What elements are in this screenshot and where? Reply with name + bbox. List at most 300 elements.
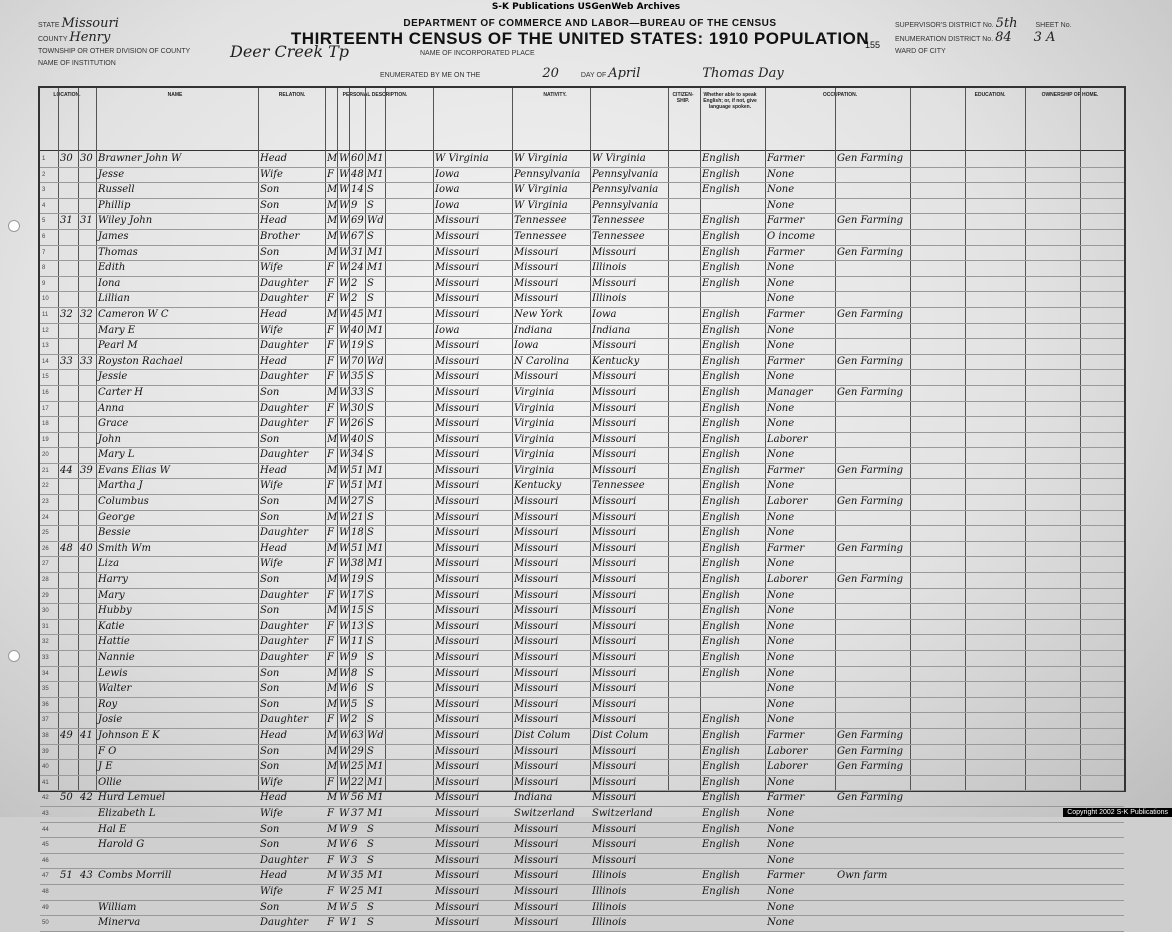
line-number: 37 xyxy=(42,717,49,724)
table-row xyxy=(40,542,1124,558)
marital-status: S xyxy=(367,340,374,352)
mother-birthplace: Missouri xyxy=(592,698,637,710)
occupation: None xyxy=(767,418,795,430)
occupation: Farmer xyxy=(767,870,805,882)
birthplace: Missouri xyxy=(435,792,480,804)
marital-status: Wd xyxy=(367,355,384,367)
table-row xyxy=(40,573,1124,589)
age: 35 xyxy=(351,870,364,882)
relation: Head xyxy=(260,153,288,164)
relation: Head xyxy=(260,215,288,227)
table-row xyxy=(40,854,1124,870)
marital-status: M1 xyxy=(367,870,384,882)
dwelling-number: 30 xyxy=(60,153,73,164)
top-banner: S-K Publications USGenWeb Archives xyxy=(491,2,681,12)
language: English xyxy=(702,246,741,258)
person-name: Minerva xyxy=(98,917,141,929)
marital-status: S xyxy=(367,418,374,430)
sex: M xyxy=(327,230,338,242)
mother-birthplace: Illinois xyxy=(592,885,627,897)
person-name: Hattie xyxy=(98,636,130,648)
copyright-notice: Copyright 2002 S-K Publications xyxy=(1063,808,1172,817)
industry: Gen Farming xyxy=(837,792,904,804)
age: 69 xyxy=(351,215,364,227)
line-number: 15 xyxy=(42,374,49,381)
race: W xyxy=(339,729,350,741)
page-stamp: 155 xyxy=(865,40,881,50)
mother-birthplace: Pennsylvania xyxy=(592,184,659,196)
age: 26 xyxy=(351,418,364,430)
mother-birthplace: Missouri xyxy=(592,839,637,851)
occupation: None xyxy=(767,199,795,211)
marital-status: S xyxy=(367,683,374,695)
table-row xyxy=(40,729,1124,745)
mother-birthplace: Missouri xyxy=(592,464,637,476)
occupation: None xyxy=(767,168,795,180)
father-birthplace: Missouri xyxy=(514,527,559,539)
race: W xyxy=(339,153,350,164)
birthplace: Missouri xyxy=(435,574,480,586)
person-name: Edith xyxy=(98,262,126,274)
race: W xyxy=(339,558,350,570)
marital-status: S xyxy=(367,277,374,289)
industry: Gen Farming xyxy=(837,542,904,554)
family-number: 41 xyxy=(80,729,93,741)
month-value: April xyxy=(608,66,641,81)
table-row xyxy=(40,791,1124,807)
person-name: Mary L xyxy=(98,449,135,461)
enum-district-value: 84 xyxy=(995,30,1012,45)
family-number: 31 xyxy=(80,215,93,227)
race: W xyxy=(339,496,350,508)
mother-birthplace: Missouri xyxy=(592,386,637,398)
occupation: None xyxy=(767,589,795,601)
mother-birthplace: Illinois xyxy=(592,262,627,274)
table-row xyxy=(40,402,1124,418)
mother-birthplace: Missouri xyxy=(592,714,637,726)
relation: Son xyxy=(260,761,280,773)
occupation: Farmer xyxy=(767,355,805,367)
relation: Son xyxy=(260,386,280,398)
table-row xyxy=(40,214,1124,230)
age: 2 xyxy=(351,714,358,726)
census-rows xyxy=(40,152,1124,932)
age: 18 xyxy=(351,527,364,539)
industry: Gen Farming xyxy=(837,745,904,757)
industry: Gen Farming xyxy=(837,761,904,773)
mother-birthplace: Missouri xyxy=(592,745,637,757)
marital-status: S xyxy=(367,527,374,539)
language: English xyxy=(702,184,741,196)
col-personal: PERSONAL DESCRIPTION. xyxy=(342,92,408,98)
sex: M xyxy=(327,386,338,398)
age: 5 xyxy=(351,698,358,710)
age: 9 xyxy=(351,823,358,835)
line-number: 20 xyxy=(42,452,49,459)
mother-birthplace: Tennessee xyxy=(592,480,645,492)
relation: Head xyxy=(260,870,288,882)
line-number: 48 xyxy=(42,888,49,895)
relation: Daughter xyxy=(260,449,308,461)
relation: Head xyxy=(260,542,288,554)
race: W xyxy=(339,355,350,367)
father-birthplace: Missouri xyxy=(514,667,559,679)
person-name: Martha J xyxy=(98,480,143,492)
person-name: Harold G xyxy=(98,839,145,851)
line-number: 16 xyxy=(42,389,49,396)
line-number: 10 xyxy=(42,296,49,303)
sex: F xyxy=(327,277,334,289)
sex: M xyxy=(327,761,338,773)
person-name: Combs Morrill xyxy=(98,870,172,882)
father-birthplace: Indiana xyxy=(514,792,553,804)
occupation: None xyxy=(767,558,795,570)
col-relation: RELATION. xyxy=(278,92,306,98)
father-birthplace: Missouri xyxy=(514,917,559,929)
marital-status: M1 xyxy=(367,885,384,897)
enum-district-label: ENUMERATION DISTRICT No. xyxy=(895,36,994,43)
occupation: Laborer xyxy=(767,745,808,757)
dwelling-number: 31 xyxy=(60,215,73,227)
sex: F xyxy=(327,776,334,788)
birthplace: Missouri xyxy=(435,776,480,788)
occupation: Farmer xyxy=(767,215,805,227)
table-row xyxy=(40,246,1124,262)
marital-status: S xyxy=(367,199,374,211)
father-birthplace: Virginia xyxy=(514,433,555,445)
language: English xyxy=(702,402,741,414)
relation: Son xyxy=(260,698,280,710)
line-number: 41 xyxy=(42,779,49,786)
relation: Brother xyxy=(260,230,300,242)
table-row xyxy=(40,152,1124,168)
line-number: 50 xyxy=(42,920,49,927)
marital-status: M1 xyxy=(367,153,384,164)
race: W xyxy=(339,480,350,492)
language: English xyxy=(702,449,741,461)
person-name: Evans Elias W xyxy=(98,464,170,476)
line-number: 30 xyxy=(42,608,49,615)
table-row xyxy=(40,261,1124,277)
birthplace: Missouri xyxy=(435,823,480,835)
department-heading: DEPARTMENT OF COMMERCE AND LABOR—BUREAU OF THE CENSUS xyxy=(403,18,777,29)
father-birthplace: Missouri xyxy=(514,371,559,383)
table-row xyxy=(40,760,1124,776)
relation: Son xyxy=(260,496,280,508)
language: English xyxy=(702,277,741,289)
father-birthplace: Missouri xyxy=(514,761,559,773)
binding-hole xyxy=(8,220,20,232)
race: W xyxy=(339,418,350,430)
marital-status: M1 xyxy=(367,168,384,180)
age: 15 xyxy=(351,605,364,617)
occupation: Farmer xyxy=(767,464,805,476)
occupation: O income xyxy=(767,230,816,242)
occupation: None xyxy=(767,823,795,835)
sex: M xyxy=(327,153,338,164)
sex: F xyxy=(327,854,334,866)
person-name: Wiley John xyxy=(98,215,153,227)
language: English xyxy=(702,340,741,352)
marital-status: S xyxy=(367,745,374,757)
person-name: Anna xyxy=(98,402,125,414)
mother-birthplace: Indiana xyxy=(592,324,631,336)
relation: Son xyxy=(260,199,280,211)
person-name: John xyxy=(98,433,121,445)
sex: F xyxy=(327,324,334,336)
language: English xyxy=(702,558,741,570)
mother-birthplace: Switzerland xyxy=(592,807,653,819)
line-number: 21 xyxy=(42,467,49,474)
occupation: Farmer xyxy=(767,729,805,741)
table-row xyxy=(40,168,1124,184)
marital-status: Wd xyxy=(367,729,384,741)
age: 17 xyxy=(351,589,364,601)
sheet-label: SHEET No. xyxy=(1035,22,1072,29)
page-title: THIRTEENTH CENSUS OF THE UNITED STATES: 1910 POPULATION xyxy=(290,29,870,48)
language: English xyxy=(702,885,741,897)
dwelling-number: 44 xyxy=(60,464,73,476)
age: 19 xyxy=(351,340,364,352)
mother-birthplace: Illinois xyxy=(592,901,627,913)
industry: Gen Farming xyxy=(837,153,904,164)
line-number: 32 xyxy=(42,639,49,646)
marital-status: S xyxy=(367,184,374,196)
birthplace: Missouri xyxy=(435,340,480,352)
line-number: 25 xyxy=(42,530,49,537)
birthplace: Missouri xyxy=(435,885,480,897)
person-name: Lillian xyxy=(98,293,130,305)
township-value: Deer Creek Tp xyxy=(230,42,350,61)
table-row xyxy=(40,651,1124,667)
father-birthplace: Missouri xyxy=(514,870,559,882)
age: 35 xyxy=(351,371,364,383)
col-location: LOCATION. xyxy=(53,92,81,98)
line-number: 24 xyxy=(42,514,49,521)
sex: F xyxy=(327,168,334,180)
col-education: EDUCATION. xyxy=(974,92,1006,98)
county-value: Henry xyxy=(69,30,111,45)
marital-status: M1 xyxy=(367,558,384,570)
relation: Son xyxy=(260,574,280,586)
table-row xyxy=(40,183,1124,199)
language: English xyxy=(702,574,741,586)
age: 2 xyxy=(351,277,358,289)
father-birthplace: W Virginia xyxy=(514,199,568,211)
person-name: Liza xyxy=(98,558,120,570)
line-number: 40 xyxy=(42,764,49,771)
line-number: 23 xyxy=(42,499,49,506)
age: 31 xyxy=(351,246,364,258)
occupation: None xyxy=(767,667,795,679)
language: English xyxy=(702,870,741,882)
industry: Gen Farming xyxy=(837,246,904,258)
race: W xyxy=(339,277,350,289)
language: English xyxy=(702,215,741,227)
marital-status: S xyxy=(367,714,374,726)
birthplace: Missouri xyxy=(435,761,480,773)
sex: F xyxy=(327,714,334,726)
mother-birthplace: Missouri xyxy=(592,636,637,648)
table-row xyxy=(40,370,1124,386)
language: English xyxy=(702,371,741,383)
line-number: 14 xyxy=(42,358,49,365)
industry: Gen Farming xyxy=(837,386,904,398)
person-name: Walter xyxy=(98,683,132,695)
occupation: None xyxy=(767,480,795,492)
sex: M xyxy=(327,605,338,617)
age: 33 xyxy=(351,386,364,398)
occupation: Farmer xyxy=(767,792,805,804)
table-row xyxy=(40,901,1124,917)
occupation: None xyxy=(767,620,795,632)
birthplace: Missouri xyxy=(435,854,480,866)
line-number: 49 xyxy=(42,904,49,911)
marital-status: S xyxy=(367,496,374,508)
relation: Son xyxy=(260,839,280,851)
line-number: 2 xyxy=(42,171,46,178)
relation: Son xyxy=(260,901,280,913)
relation: Head xyxy=(260,464,288,476)
relation: Son xyxy=(260,605,280,617)
sex: F xyxy=(327,340,334,352)
relation: Daughter xyxy=(260,527,308,539)
marital-status: M1 xyxy=(367,542,384,554)
line-number: 27 xyxy=(42,561,49,568)
mother-birthplace: Missouri xyxy=(592,418,637,430)
language: English xyxy=(702,308,741,320)
mother-birthplace: Missouri xyxy=(592,823,637,835)
mother-birthplace: Missouri xyxy=(592,652,637,663)
col-name: NAME xyxy=(167,92,183,98)
language: English xyxy=(702,605,741,617)
marital-status: M1 xyxy=(367,246,384,258)
age: 37 xyxy=(351,807,364,819)
age: 29 xyxy=(351,745,364,757)
table-row xyxy=(40,838,1124,854)
mother-birthplace: Pennsylvania xyxy=(592,168,659,180)
race: W xyxy=(339,433,350,445)
language: English xyxy=(702,745,741,757)
language: English xyxy=(702,589,741,601)
sex: M xyxy=(327,729,338,741)
mother-birthplace: Missouri xyxy=(592,605,637,617)
birthplace: Missouri xyxy=(435,620,480,632)
sex: F xyxy=(327,402,334,414)
table-row xyxy=(40,823,1124,839)
birthplace: Missouri xyxy=(435,839,480,851)
dwelling-number: 49 xyxy=(60,729,73,741)
mother-birthplace: Missouri xyxy=(592,792,637,804)
relation: Son xyxy=(260,184,280,196)
age: 9 xyxy=(351,652,358,663)
birthplace: Missouri xyxy=(435,542,480,554)
occupation: None xyxy=(767,262,795,274)
sex: M xyxy=(327,870,338,882)
birthplace: Missouri xyxy=(435,464,480,476)
birthplace: Missouri xyxy=(435,418,480,430)
marital-status: S xyxy=(367,620,374,632)
birthplace: Missouri xyxy=(435,496,480,508)
age: 40 xyxy=(351,324,364,336)
sex: M xyxy=(327,574,338,586)
relation: Daughter xyxy=(260,636,308,648)
line-number: 43 xyxy=(42,810,49,817)
father-birthplace: Missouri xyxy=(514,293,559,305)
father-birthplace: Missouri xyxy=(514,698,559,710)
father-birthplace: Dist Colum xyxy=(514,729,571,741)
birthplace: Missouri xyxy=(435,433,480,445)
marital-status: M1 xyxy=(367,807,384,819)
birthplace: Missouri xyxy=(435,870,480,882)
table-row xyxy=(40,869,1124,885)
marital-status: M1 xyxy=(367,324,384,336)
sex: M xyxy=(327,433,338,445)
language: English xyxy=(702,230,741,242)
line-number: 18 xyxy=(42,421,49,428)
race: W xyxy=(339,371,350,383)
family-number: 30 xyxy=(80,153,93,164)
age: 14 xyxy=(351,184,364,196)
marital-status: S xyxy=(367,605,374,617)
marital-status: S xyxy=(367,839,374,851)
marital-status: S xyxy=(367,854,374,866)
table-row xyxy=(40,199,1124,215)
marital-status: S xyxy=(367,901,374,913)
occupation: None xyxy=(767,698,795,710)
table-row xyxy=(40,339,1124,355)
table-row xyxy=(40,713,1124,729)
line-number: 35 xyxy=(42,686,49,693)
sex: M xyxy=(327,901,338,913)
person-name: Hal E xyxy=(98,823,127,835)
marital-status: Wd xyxy=(367,215,384,227)
table-row xyxy=(40,448,1124,464)
relation: Head xyxy=(260,729,288,741)
line-number: 11 xyxy=(42,311,49,318)
relation: Daughter xyxy=(260,714,308,726)
line-number: 8 xyxy=(42,265,46,272)
birthplace: Missouri xyxy=(435,605,480,617)
age: 51 xyxy=(351,542,364,554)
sex: F xyxy=(327,527,334,539)
sex: F xyxy=(327,885,334,897)
father-birthplace: Missouri xyxy=(514,605,559,617)
birthplace: Missouri xyxy=(435,527,480,539)
occupation: None xyxy=(767,511,795,523)
age: 51 xyxy=(351,464,364,476)
age: 13 xyxy=(351,620,364,632)
mother-birthplace: Kentucky xyxy=(592,355,640,367)
father-birthplace: Missouri xyxy=(514,901,559,913)
race: W xyxy=(339,652,350,663)
birthplace: Missouri xyxy=(435,745,480,757)
occupation: Farmer xyxy=(767,308,805,320)
person-name: James xyxy=(98,230,129,242)
age: 25 xyxy=(351,885,364,897)
birthplace: Missouri xyxy=(435,230,480,242)
dwelling-number: 33 xyxy=(60,355,73,367)
line-number: 1 xyxy=(42,156,46,162)
birthplace: Missouri xyxy=(435,293,480,305)
marital-status: S xyxy=(367,433,374,445)
age: 38 xyxy=(351,558,364,570)
father-birthplace: Missouri xyxy=(514,854,559,866)
sex: M xyxy=(327,698,338,710)
race: W xyxy=(339,698,350,710)
race: W xyxy=(339,293,350,305)
sex: M xyxy=(327,496,338,508)
